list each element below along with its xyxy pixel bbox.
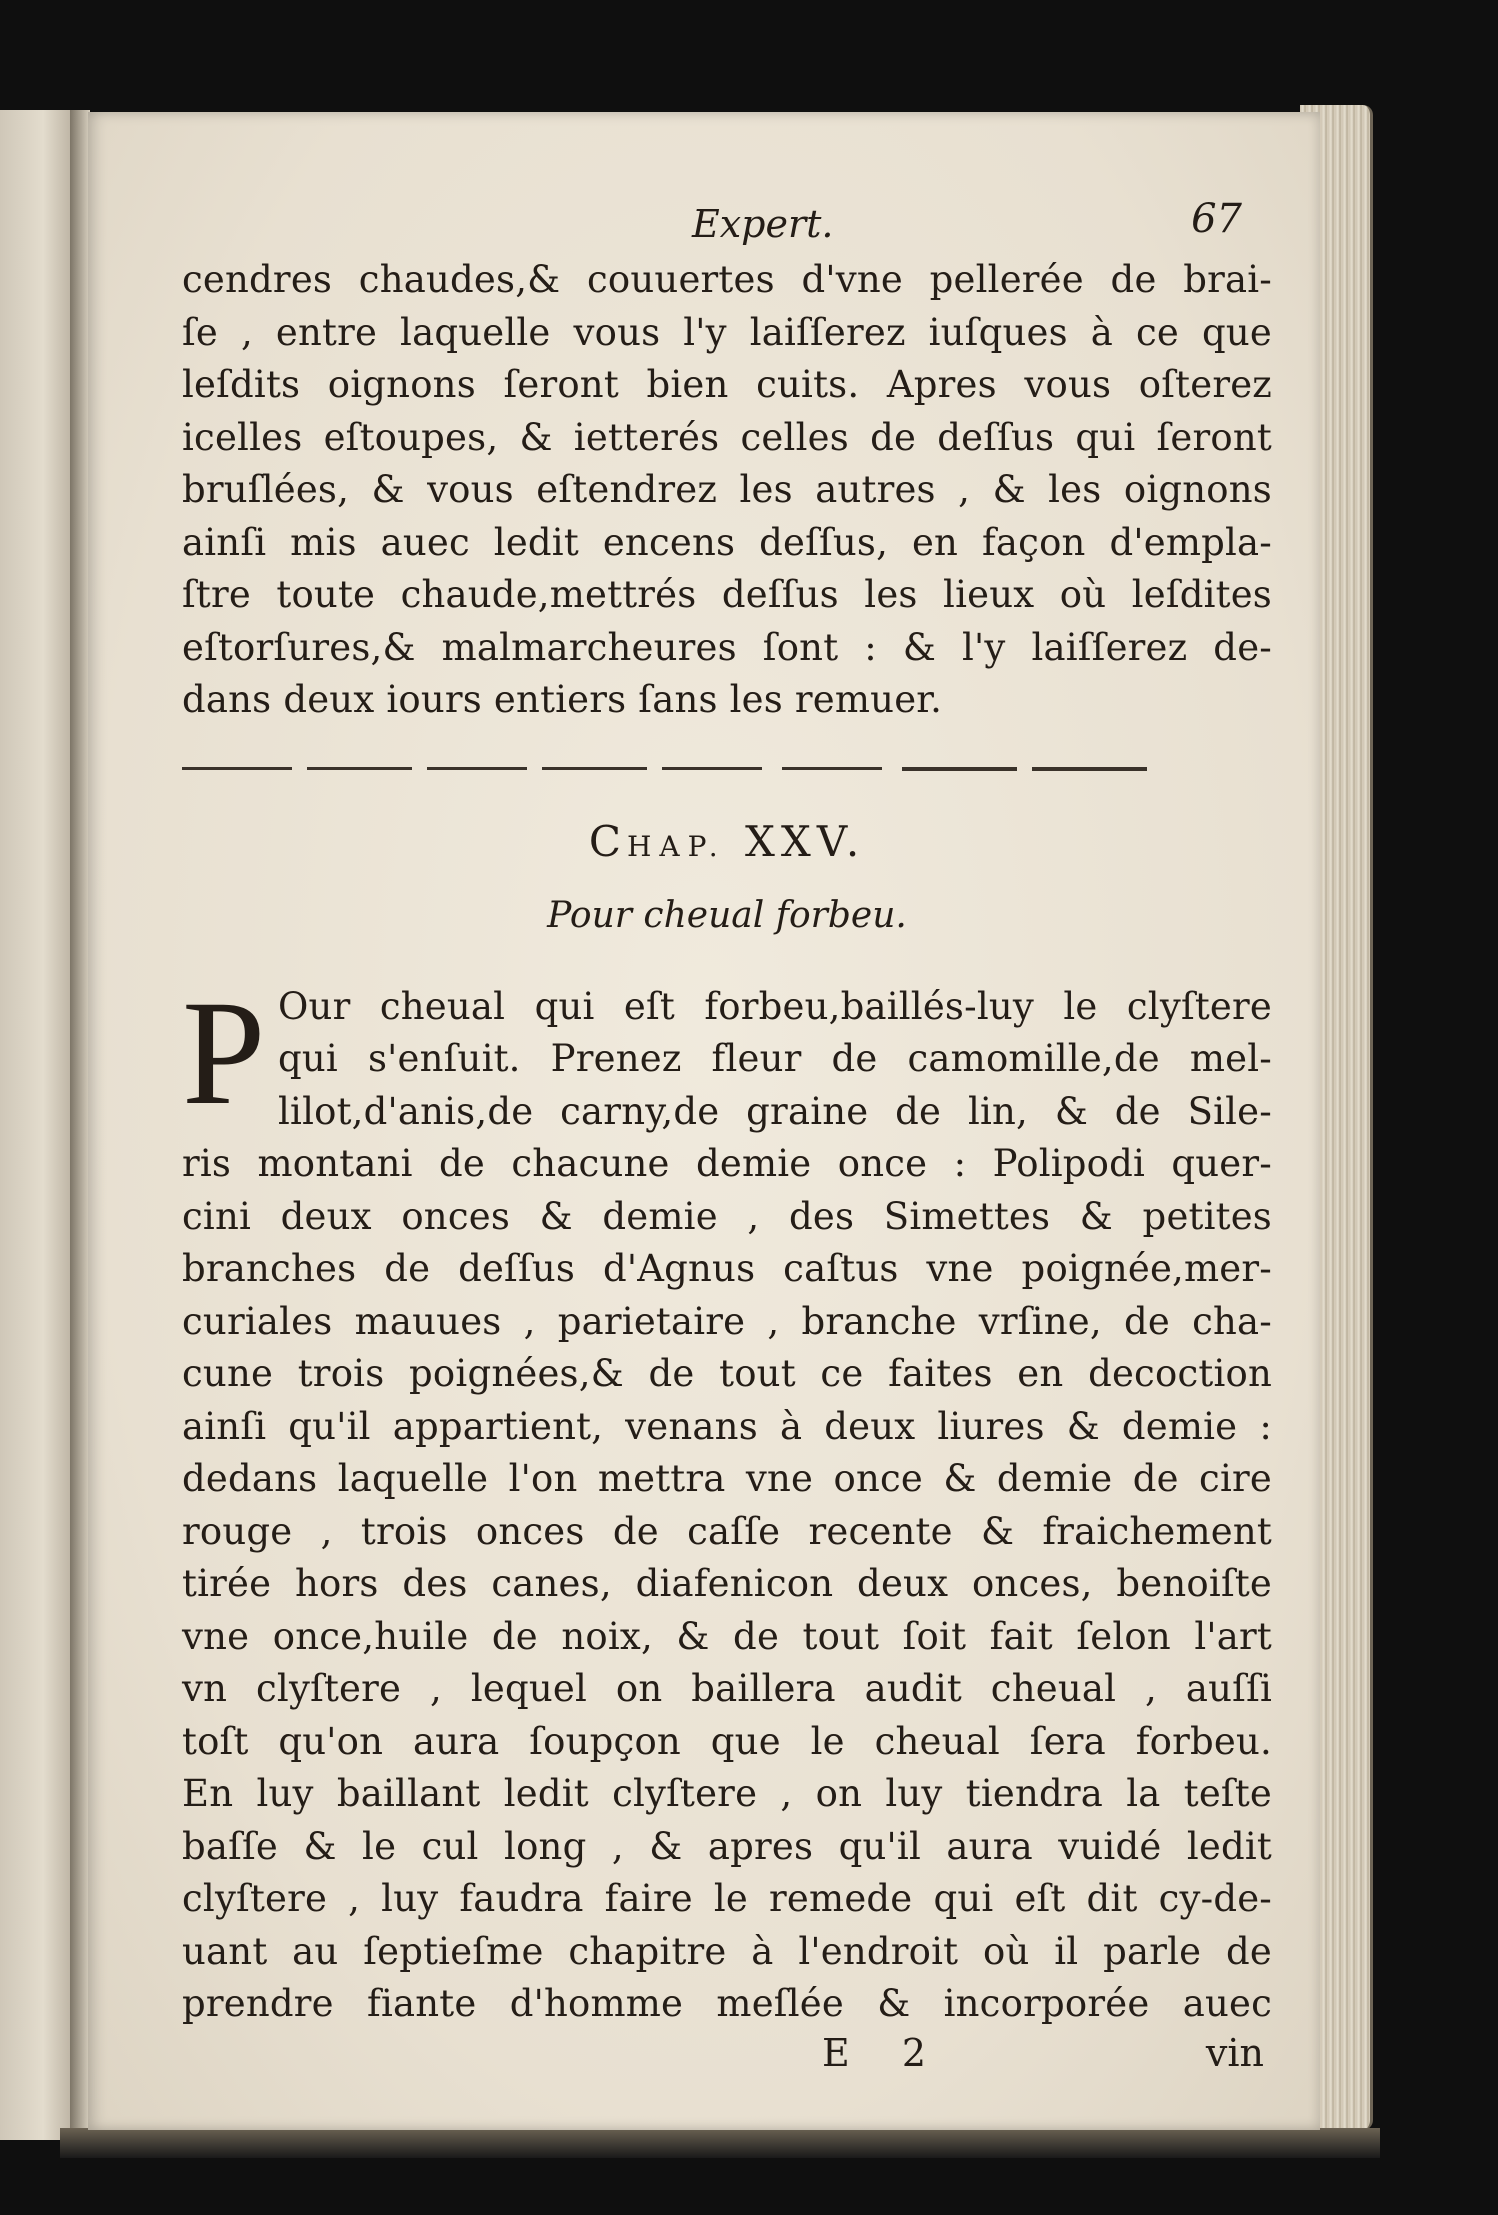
text-line: ſtre toute chaude,mettrés deſſus les lieux où leſdites (182, 573, 1272, 616)
chapter-heading-initial: C (588, 816, 627, 866)
rule-segment (427, 767, 527, 770)
text-line: uant au ſeptieſme chapitre à l'endroit où il parle de (182, 1929, 1272, 1973)
text-line: vne once,huile de noix, & de tout ſoit fait ſelon l'art (182, 1614, 1272, 1658)
text-line: toſt qu'on aura ſoupçon que le cheual ſera forbeu. (182, 1719, 1272, 1763)
text-line: dans deux iours entiers ſans les remuer. (182, 678, 943, 721)
running-head (182, 196, 1272, 254)
text-line: rouge , trois onces de caſſe recente & fraichement (182, 1509, 1272, 1553)
chapter-numeral: XXV. (745, 816, 866, 866)
ornamental-rule (182, 761, 1272, 775)
rule-segment (307, 767, 412, 770)
text-line: Our cheual qui eſt forbeu,baillés-luy le clyſtere (278, 984, 1272, 1028)
chapter-subtitle: Pour cheual forbeu. (547, 894, 907, 936)
text-line: cendres chaudes,& couuertes d'vne pellerée de brai- (182, 258, 1272, 301)
page-text (182, 196, 1272, 2083)
text-line: curiales mauues , parietaire , branche vrſine, de cha- (182, 1299, 1272, 1343)
text-line: bruſlées, & vous eſtendrez les autres , & les oignons (182, 468, 1272, 511)
text-line: eſtorſures,& malmarcheures ſont : & l'y laiſſerez de- (182, 625, 1272, 669)
text-line: vn clyſtere , lequel on baillera audit cheual , auſſi (182, 1667, 1272, 1710)
text-line: qui s'enſuit. Prenez fleur de camomille,de mel- (278, 1037, 1272, 1080)
rule-segment (542, 767, 647, 770)
text-line: En luy baillant ledit clyſtere , on luy tiendra la teſte (182, 1772, 1272, 1815)
text-line: leſdits oignons ſeront bien cuits. Apres vous oſterez (182, 363, 1272, 406)
text-line: tirée hors des canes, diafenicon deux onces, benoiſte (182, 1562, 1272, 1605)
chapter-heading-small: HAP. (626, 829, 726, 863)
rule-segment (662, 767, 762, 770)
book-page (88, 112, 1320, 2130)
text-line: branches de deſſus d'Agnus caſtus vne poignée,mer- (182, 1247, 1272, 1290)
text-line: ſe , entre laquelle vous l'y laiſſerez iuſques à ce que (182, 310, 1272, 354)
text-line: ainſi mis auec ledit encens deſſus, en façon d'empla- (182, 520, 1272, 564)
text-line: dedans laquelle l'on mettra vne once & demie de cire (182, 1457, 1272, 1500)
section-1-text (182, 254, 1272, 727)
signature-line (182, 2031, 1272, 2083)
rule-segment (782, 767, 882, 770)
signature-mark: E 2 (822, 2030, 946, 2075)
left-page-edge (0, 110, 74, 2140)
chapter-heading (182, 817, 1272, 877)
running-title: Expert. (692, 202, 834, 246)
rule-segment (182, 767, 292, 770)
text-line: clyſtere , luy faudra faire le remede qui eſt dit cy-de- (182, 1877, 1272, 1920)
rule-segment (902, 767, 1017, 771)
book-gutter (70, 110, 90, 2140)
text-line: cini deux onces & demie , des Simettes & petites (182, 1194, 1272, 1238)
text-line: cune trois poignées,& de tout ce faites en decoction (182, 1352, 1272, 1395)
text-line: prendre fiante d'homme meſlée & incorporée auec (182, 1982, 1272, 2025)
text-line: baſſe & le cul long , & apres qu'il aura vuidé ledit (182, 1824, 1272, 1868)
drop-cap: P (182, 969, 266, 1136)
book-bottom-edge (60, 2128, 1380, 2158)
text-line: lilot,d'anis,de carny,de graine de lin, & de Sile- (278, 1089, 1272, 1133)
rule-segment (1032, 767, 1147, 771)
text-line: icelles eſtoupes, & ietterés celles de deſſus qui ſeront (182, 415, 1272, 459)
section-2-text (182, 969, 1272, 2031)
catchword: vin (1205, 2030, 1264, 2075)
text-line: ris montani de chacune demie once : Polipodi quer- (182, 1142, 1272, 1185)
text-line: ainſi qu'il appartient, venans à deux liures & demie : (182, 1404, 1272, 1448)
page-number: 67 (1191, 196, 1242, 242)
